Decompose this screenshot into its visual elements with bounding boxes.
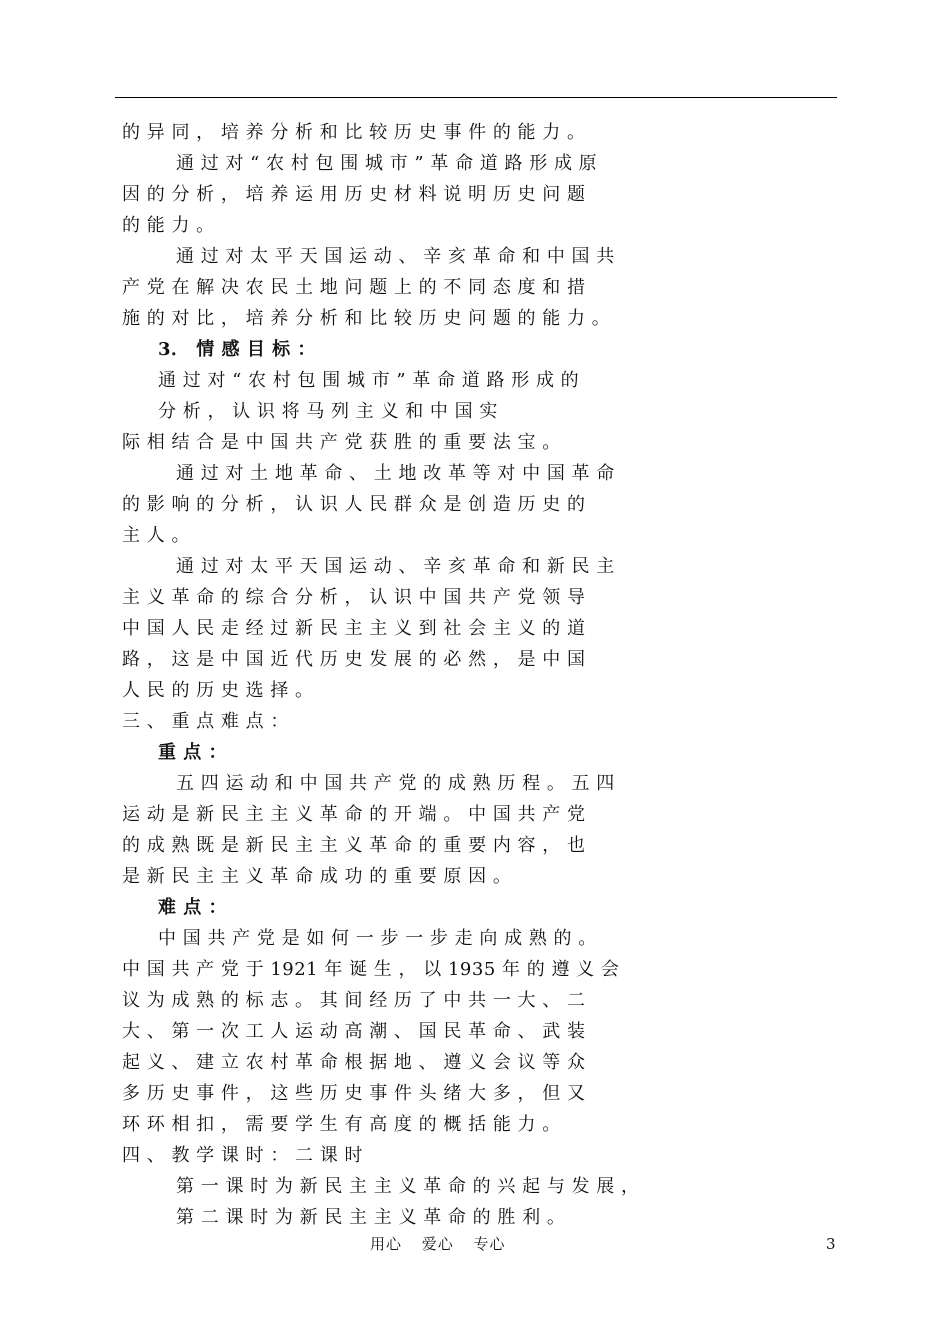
text-line: 通 过 对 太 平 天 国 运 动 、 辛 亥 革 命 和 中 国 共 bbox=[176, 246, 615, 267]
text-line: 是 新 民 主 主 义 革 命 成 功 的 重 要 原 因 。 bbox=[122, 866, 512, 887]
text-line: 四 、 教 学 课 时 ： 二 课 时 bbox=[122, 1145, 363, 1166]
text-line: 中 国 人 民 走 经 过 新 民 主 主 义 到 社 会 主 义 的 道 bbox=[122, 618, 586, 639]
text-line: 大 、 第 一 次 工 人 运 动 高 潮 、 国 民 革 命 、 武 装 bbox=[122, 1021, 586, 1042]
body-text bbox=[0, 117, 950, 1233]
page-number: 3 bbox=[826, 1235, 836, 1253]
page-footer bbox=[0, 1233, 950, 1255]
text-line: 的 影 响 的 分 析 ， 认 识 人 民 群 众 是 创 造 历 史 的 bbox=[122, 494, 586, 515]
text-line: 分 析 ， 认 识 将 马 列 主 义 和 中 国 实 bbox=[158, 401, 498, 422]
text-line: 通 过 对 “ 农 村 包 围 城 市 ” 革 命 道 路 形 成 原 bbox=[176, 153, 598, 174]
footer-motto: 用心 爱心 专心 bbox=[370, 1235, 506, 1253]
text-line: 主 人 。 bbox=[122, 525, 190, 546]
text-line: 施 的 对 比 ， 培 养 分 析 和 比 较 历 史 问 题 的 能 力 。 bbox=[122, 308, 611, 329]
text-line: 通 过 对 土 地 革 命 、 土 地 改 革 等 对 中 国 革 命 bbox=[176, 463, 615, 484]
header-rule bbox=[115, 97, 837, 98]
text-line: 运 动 是 新 民 主 主 义 革 命 的 开 端 。 中 国 共 产 党 bbox=[122, 804, 586, 825]
text-line: 通 过 对 太 平 天 国 运 动 、 辛 亥 革 命 和 新 民 主 bbox=[176, 556, 615, 577]
text-line: 产 党 在 解 决 农 民 土 地 问 题 上 的 不 同 态 度 和 措 bbox=[122, 277, 586, 298]
text-line: 的 能 力 。 bbox=[122, 215, 215, 236]
text-line: 中 国 共 产 党 于 1921 年 诞 生 ， 以 1935 年 的 遵 义 会 bbox=[122, 959, 620, 980]
text-line: 路 ， 这 是 中 国 近 代 历 史 发 展 的 必 然 ， 是 中 国 bbox=[122, 649, 586, 670]
text-line: 三 、 重 点 难 点 ： bbox=[122, 711, 289, 732]
text-line: 际 相 结 合 是 中 国 共 产 党 获 胜 的 重 要 法 宝 。 bbox=[122, 432, 561, 453]
text-line: 第 二 课 时 为 新 民 主 主 义 革 命 的 胜 利 。 bbox=[176, 1207, 566, 1228]
text-line: 环 环 相 扣 ， 需 要 学 生 有 高 度 的 概 括 能 力 。 bbox=[122, 1114, 561, 1135]
text-line: 第 一 课 时 为 新 民 主 主 义 革 命 的 兴 起 与 发 展 ， bbox=[176, 1176, 640, 1197]
text-line: 中 国 共 产 党 是 如 何 一 步 一 步 走 向 成 熟 的 。 bbox=[158, 928, 597, 949]
text-line: 通 过 对 “ 农 村 包 围 城 市 ” 革 命 道 路 形 成 的 bbox=[158, 370, 580, 391]
text-line: 的 异 同 ， 培 养 分 析 和 比 较 历 史 事 件 的 能 力 。 bbox=[122, 122, 586, 143]
text-line: 3． 情 感 目 标 ： bbox=[158, 339, 316, 360]
text-line: 多 历 史 事 件 ， 这 些 历 史 事 件 头 绪 大 多 ， 但 又 bbox=[122, 1083, 586, 1104]
text-line: 因 的 分 析 ， 培 养 运 用 历 史 材 料 说 明 历 史 问 题 bbox=[122, 184, 586, 205]
text-line: 难 点 ： bbox=[158, 897, 228, 918]
text-line: 议 为 成 熟 的 标 志 。 其 间 经 历 了 中 共 一 大 、 二 bbox=[122, 990, 586, 1011]
text-line: 起 义 、 建 立 农 村 革 命 根 据 地 、 遵 义 会 议 等 众 bbox=[122, 1052, 586, 1073]
text-line: 重 点 ： bbox=[158, 742, 228, 763]
text-line: 五 四 运 动 和 中 国 共 产 党 的 成 熟 历 程 。 五 四 bbox=[176, 773, 615, 794]
text-line: 的 成 熟 既 是 新 民 主 主 义 革 命 的 重 要 内 容 ， 也 bbox=[122, 835, 586, 856]
text-line: 人 民 的 历 史 选 择 。 bbox=[122, 680, 314, 701]
text-line: 主 义 革 命 的 综 合 分 析 ， 认 识 中 国 共 产 党 领 导 bbox=[122, 587, 586, 608]
